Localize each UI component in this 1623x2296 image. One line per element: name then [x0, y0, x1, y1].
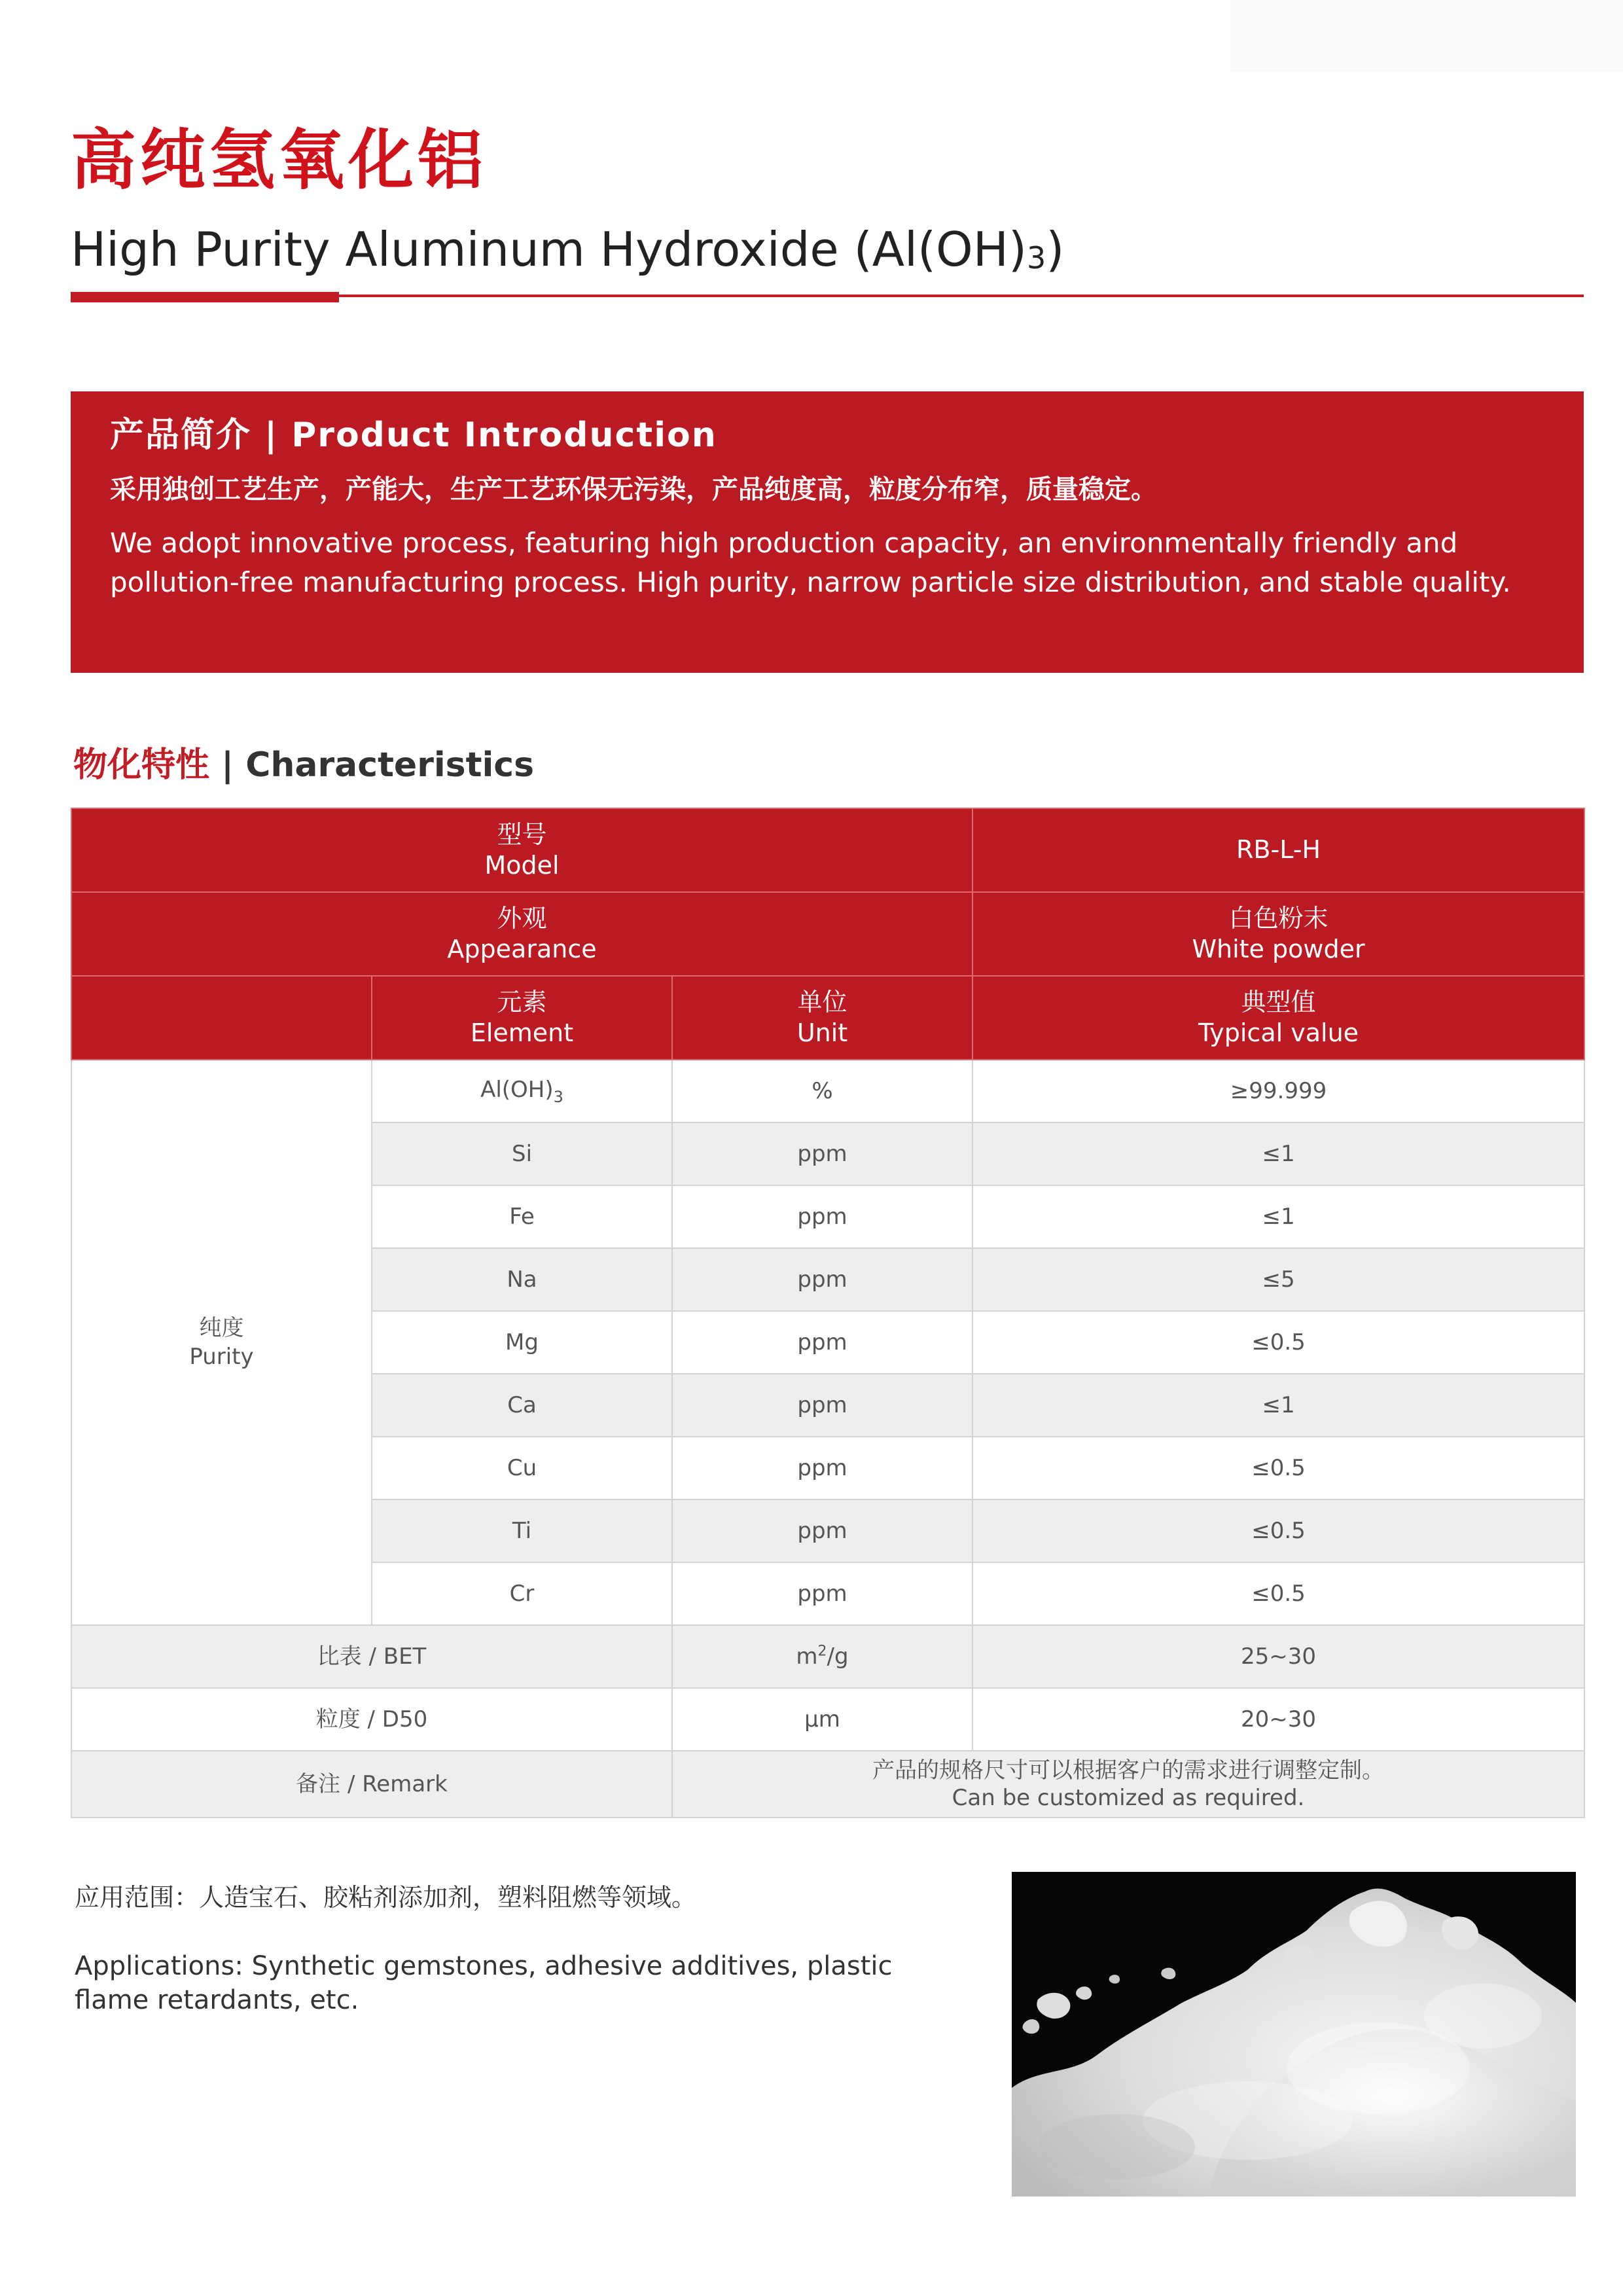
header-element-en: Element	[470, 1018, 574, 1047]
element-cell: Na	[372, 1248, 672, 1311]
remark-value-cell	[672, 1751, 1584, 1818]
characteristics-heading-cn: 物化特性	[73, 745, 210, 785]
element-cell: Fe	[372, 1185, 672, 1248]
table-row	[71, 1060, 1584, 1122]
title-en-main: High Purity Aluminum Hydroxide (Al(OH)	[71, 222, 1027, 277]
bet-value-cell: 25~30	[972, 1625, 1584, 1688]
unit-cell: ppm	[672, 1248, 972, 1311]
unit-cell: ppm	[672, 1374, 972, 1437]
table-header-row	[71, 976, 1584, 1060]
page-title-en	[71, 222, 1065, 277]
page-title-cn: 高纯氢氧化铝	[71, 122, 487, 198]
d50-value-cell: 20~30	[972, 1688, 1584, 1751]
element-cell: Si	[372, 1122, 672, 1185]
characteristics-heading	[73, 745, 534, 785]
product-powder-photo	[1012, 1872, 1576, 2197]
remark-text-en: Can be customized as required.	[952, 1785, 1305, 1811]
header-value-cn: 典型值	[1241, 987, 1316, 1016]
bet-unit-superscript: 2	[817, 1643, 827, 1660]
unit-cell: ppm	[672, 1311, 972, 1374]
appearance-label-cn: 外观	[497, 903, 547, 933]
remark-text-cn: 产品的规格尺寸可以根据客户的需求进行调整定制。	[872, 1757, 1384, 1784]
value-cell: ≤0.5	[972, 1311, 1584, 1374]
header-unit-en: Unit	[796, 1018, 848, 1047]
characteristics-heading-separator: |	[221, 745, 234, 785]
element-cell: Mg	[372, 1311, 672, 1374]
value-cell: ≤1	[972, 1122, 1584, 1185]
element-cell: Ti	[372, 1499, 672, 1562]
intro-text-cn: 采用独创工艺生产，产能大，生产工艺环保无污染，产品纯度高，粒度分布窄，质量稳定。	[110, 475, 1157, 505]
bet-unit-tail: /g	[827, 1643, 849, 1670]
unit-cell: ppm	[672, 1122, 972, 1185]
unit-cell: ppm	[672, 1499, 972, 1562]
bet-label-cell: 比表 / BET	[71, 1625, 672, 1688]
purity-label-cn: 纯度	[199, 1314, 244, 1341]
header-unit-cn: 单位	[797, 987, 847, 1016]
d50-label-cell: 粒度 / D50	[71, 1688, 672, 1751]
unit-cell: ppm	[672, 1437, 972, 1499]
header-blank-cell	[71, 976, 372, 1060]
value-cell: ≥99.999	[972, 1060, 1584, 1122]
value-cell: ≤0.5	[972, 1562, 1584, 1625]
appearance-value-cn: 白色粉末	[1228, 903, 1329, 933]
purity-label-cell	[71, 1060, 372, 1625]
unit-cell: ppm	[672, 1562, 972, 1625]
header-value-en: Typical value	[1198, 1018, 1359, 1047]
d50-unit-cell: μm	[672, 1688, 972, 1751]
title-en-subscript: 3	[1026, 240, 1046, 276]
bet-unit: m	[796, 1643, 818, 1670]
intro-heading: 产品简介 | Product Introduction	[110, 416, 717, 455]
unit-cell: ppm	[672, 1185, 972, 1248]
appearance-label-en: Appearance	[447, 935, 597, 963]
unit-cell: %	[672, 1060, 972, 1122]
bet-unit-cell	[672, 1625, 972, 1688]
header-element-cell	[372, 976, 672, 1060]
purity-label-en: Purity	[189, 1344, 254, 1370]
table-row-bet	[71, 1625, 1584, 1688]
element-cell	[372, 1060, 672, 1122]
product-intro-box	[71, 391, 1584, 673]
model-label-en: Model	[484, 851, 560, 880]
value-cell: ≤1	[972, 1185, 1584, 1248]
corner-decoration	[1230, 0, 1623, 72]
applications-text-en: Applications: Synthetic gemstones, adhesive additives, plastic flame retardants, etc.	[75, 1951, 893, 2015]
title-en-close: )	[1046, 222, 1065, 277]
header-element-cn: 元素	[497, 987, 547, 1016]
table-row-model	[71, 808, 1584, 892]
applications-text-cn: 应用范围：人造宝石、胶粘剂添加剂，塑料阻燃等领域。	[75, 1883, 697, 1912]
spec-table	[71, 808, 1585, 1818]
value-cell: ≤5	[972, 1248, 1584, 1311]
table-row-appearance	[71, 892, 1584, 976]
model-value-cell: RB-L-H	[972, 808, 1584, 892]
alooh-element: Al(OH)	[480, 1076, 554, 1103]
header-value-cell	[972, 976, 1584, 1060]
characteristics-heading-en: Characteristics	[245, 745, 535, 785]
value-cell: ≤1	[972, 1374, 1584, 1437]
powder-image	[1012, 1872, 1576, 2197]
title-accent-bar	[71, 292, 339, 302]
table-row-d50	[71, 1688, 1584, 1751]
element-cell: Ca	[372, 1374, 672, 1437]
model-label-cn: 型号	[497, 819, 547, 849]
element-cell: Cr	[372, 1562, 672, 1625]
element-cell: Cu	[372, 1437, 672, 1499]
intro-text-en: We adopt innovative process, featuring high production capacity, an environmentally friendly and pollution-free manufacturing process. High purity, narrow particle size distribution, and stable quality.	[110, 527, 1511, 599]
value-cell: ≤0.5	[972, 1437, 1584, 1499]
value-cell: ≤0.5	[972, 1499, 1584, 1562]
table-row-remark	[71, 1751, 1584, 1818]
model-label-cell	[71, 808, 972, 892]
appearance-value-cell	[972, 892, 1584, 976]
remark-label-cell: 备注 / Remark	[71, 1751, 672, 1818]
appearance-label-cell	[71, 892, 972, 976]
header-unit-cell	[672, 976, 972, 1060]
appearance-value-en: White powder	[1192, 935, 1365, 963]
alooh-subscript: 3	[553, 1087, 563, 1106]
